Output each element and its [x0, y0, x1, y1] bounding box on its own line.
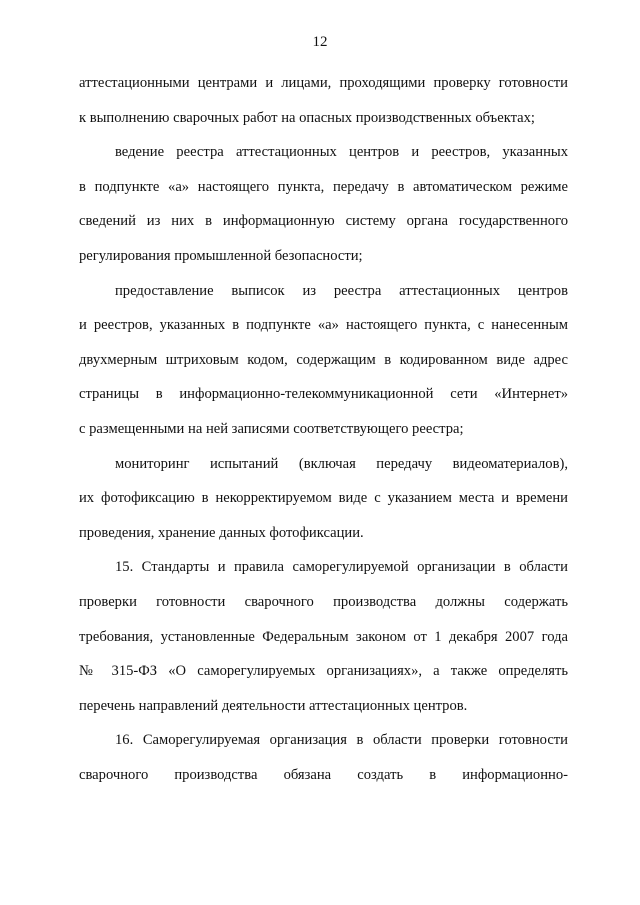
text-line: страницы в информационно-телекоммуникационной сети «Интернет»	[79, 386, 568, 403]
text-line: их фотофиксацию в некорректируемом виде с указанием места и времени	[79, 490, 568, 507]
text-line: проведения, хранение данных фотофиксации.	[79, 524, 364, 541]
text-line: проверки готовности сварочного производства должны содержать	[79, 593, 568, 610]
paragraph-registry-maintenance	[79, 135, 568, 273]
paragraph-registry-extracts	[79, 274, 568, 447]
text-line: ведение реестра аттестационных центров и реестров, указанных	[115, 144, 568, 161]
paragraph-item-15	[79, 550, 568, 723]
document-body	[79, 66, 568, 792]
text-line: двухмерным штриховым кодом, содержащим в кодированном виде адрес	[79, 351, 568, 368]
page-number: 12	[312, 34, 328, 50]
text-line: требования, установленные Федеральным законом от 1 декабря 2007 года	[79, 628, 568, 645]
paragraph-item-16	[79, 723, 568, 792]
text-line: 15. Стандарты и правила саморегулируемой организации в области	[115, 559, 568, 576]
paragraph-test-monitoring	[79, 447, 568, 551]
text-line: сварочного производства обязана создать в информационно-	[79, 766, 568, 783]
text-line: регулирования промышленной безопасности;	[79, 247, 363, 264]
text-line: аттестационными центрами и лицами, проходящими проверку готовности	[79, 75, 568, 91]
text-line: № 315-ФЗ «О саморегулируемых организациях», а также определять	[79, 663, 568, 680]
text-line: к выполнению сварочных работ на опасных производственных объектах;	[79, 109, 535, 126]
paragraph-continuation	[79, 66, 568, 135]
text-line: сведений из них в информационную систему органа государственного	[79, 213, 568, 230]
text-line: в подпункте «а» настоящего пункта, передачу в автоматическом режиме	[79, 178, 568, 195]
text-line: и реестров, указанных в подпункте «а» настоящего пункта, с нанесенным	[79, 317, 568, 334]
text-line: перечень направлений деятельности аттестационных центров.	[79, 697, 468, 714]
text-line: с размещенными на ней записями соответствующего реестра;	[79, 420, 464, 437]
text-line: предоставление выписок из реестра аттестационных центров	[115, 282, 568, 299]
text-line: мониторинг испытаний (включая передачу видеоматериалов),	[115, 455, 568, 472]
text-line: 16. Саморегулируемая организация в области проверки готовности	[115, 732, 568, 749]
